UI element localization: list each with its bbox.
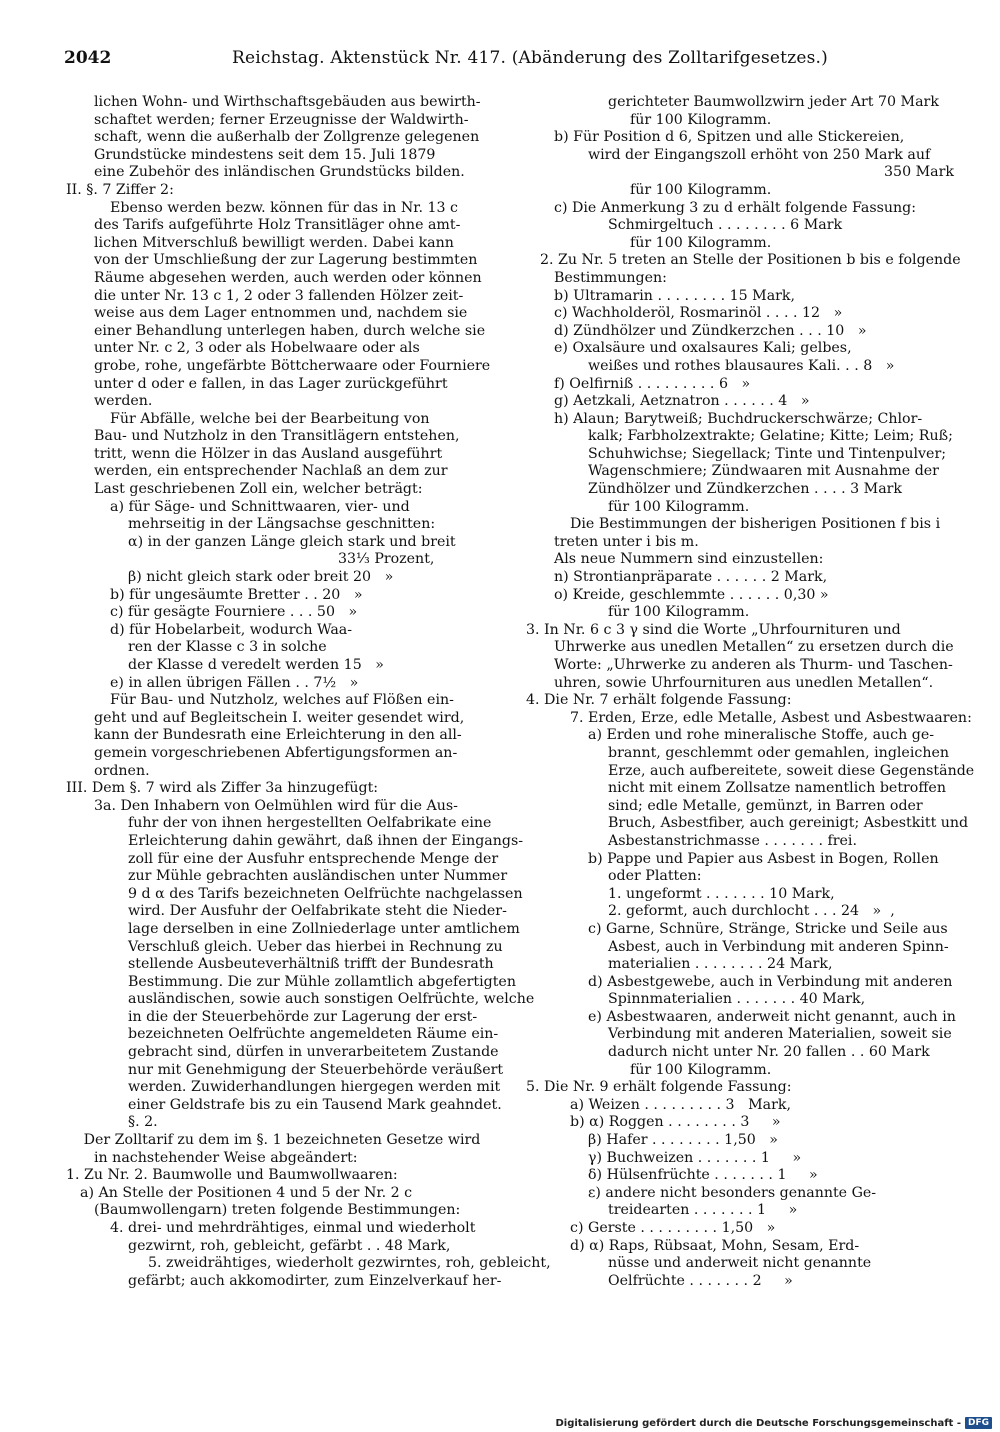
text-line: Asbestanstrichmasse . . . . . . . frei. xyxy=(608,832,857,849)
text-line: d) Zündhölzer und Zündkerzchen . . . 10 » xyxy=(554,322,867,339)
text-line: b) Für Position d 6, Spitzen und alle Stickereien, xyxy=(554,129,905,146)
text-line: in die der Steuerbehörde zur Lagerung der erst- xyxy=(128,1008,478,1025)
text-line: grobe, rohe, ungefärbte Böttcherwaare oder Fourniere xyxy=(94,357,491,374)
page-header xyxy=(64,44,968,74)
text-line: 33⅓ Prozent, xyxy=(338,551,435,568)
text-line: zur Mühle gebrachten ausländischen unter Nummer xyxy=(128,868,508,885)
text-line: brannt, geschlemmt oder gemahlen, ingleichen xyxy=(608,744,949,761)
text-line: Schuhwichse; Siegellack; Tinte und Tintenpulver; xyxy=(588,445,947,462)
text-line: Erze, auch aufbereitete, soweit diese Gegenstände xyxy=(608,762,975,779)
text-line: uhren, sowie Uhrfournituren aus unedlen Metallen“. xyxy=(554,674,934,691)
text-line: Schmirgeltuch . . . . . . . . 6 Mark xyxy=(608,217,843,234)
text-line: zoll für eine der Ausfuhr entsprechende Menge der xyxy=(128,850,499,867)
text-line: für 100 Kilogramm. xyxy=(630,234,772,251)
text-line: Verschluß gleich. Ueber das hierbei in Rechnung zu xyxy=(128,938,503,955)
section-heading: II. §. 7 Ziffer 2: xyxy=(66,181,174,198)
text-line: β) Hafer . . . . . . . . 1,50 » xyxy=(588,1132,778,1149)
text-line: werden, ein entsprechender Nachlaß an dem zur xyxy=(94,463,448,480)
text-line: d) für Hobelarbeit, wodurch Waa- xyxy=(110,621,353,638)
text-line: 2. Zu Nr. 5 treten an Stelle der Positionen b bis e folgende xyxy=(540,252,961,269)
text-line: 2. geformt, auch durchlocht . . . 24 » , xyxy=(608,903,895,920)
text-line: für 100 Kilogramm. xyxy=(630,111,772,128)
text-line: gezwirnt, roh, gebleicht, gefärbt . . 48 Mark, xyxy=(128,1237,451,1254)
text-line: a) für Säge- und Schnittwaaren, vier- und xyxy=(110,498,410,515)
text-line: o) Kreide, geschlemmte . . . . . . 0,30 » xyxy=(554,586,829,603)
text-line: c) Die Anmerkung 3 zu d erhält folgende Fassung: xyxy=(554,199,917,216)
text-line: Bau- und Nutzholz in den Transitlägern entstehen, xyxy=(94,428,460,445)
text-line: §. 2. xyxy=(128,1114,158,1131)
section-heading: III. Dem §. 7 wird als Ziffer 3a hinzugefügt: xyxy=(66,780,379,797)
text-line: Die Bestimmungen der bisherigen Positionen f bis i xyxy=(570,516,941,533)
text-line: treidearten . . . . . . . 1 » xyxy=(608,1202,798,1219)
right-column xyxy=(526,94,975,1344)
text-line: β) nicht gleich stark oder breit 20 » xyxy=(128,569,394,586)
text-line: n) Strontianpräparate . . . . . . 2 Mark, xyxy=(554,569,828,586)
text-line: 4. Die Nr. 7 erhält folgende Fassung: xyxy=(526,692,792,709)
text-line: Asbest, auch in Verbindung mit anderen Spinn- xyxy=(608,938,949,955)
text-line: γ) Buchweizen . . . . . . . 1 » xyxy=(588,1149,802,1166)
text-line: von der Umschließung der zur Lagerung bestimmten xyxy=(94,252,478,269)
text-line: 5. Die Nr. 9 erhält folgende Fassung: xyxy=(526,1079,792,1096)
text-line: kalk; Farbholzextrakte; Gelatine; Kitte; Leim; Ruß; xyxy=(588,428,953,445)
text-line: unter d oder e fallen, in das Lager zurückgeführt xyxy=(94,375,448,392)
text-line: g) Aetzkali, Aetznatron . . . . . . 4 » xyxy=(554,393,810,410)
text-line: für 100 Kilogramm. xyxy=(608,604,750,621)
text-line: 9 d α des Tarifs bezeichneten Oelfrüchte nachgelassen xyxy=(128,885,523,902)
text-line: weise aus dem Lager entnommen und, nachdem sie xyxy=(94,305,468,322)
text-line: einer Behandlung unterlegen haben, durch welche sie xyxy=(94,322,486,339)
text-line: für 100 Kilogramm. xyxy=(630,1061,772,1078)
text-line: d) α) Raps, Rübsaat, Mohn, Sesam, Erd- xyxy=(570,1237,860,1254)
text-line: bezeichneten Oelfrüchte angemeldeten Räume ein- xyxy=(128,1026,499,1043)
text-line: ausländischen, sowie auch sonstigen Oelfrüchte, welche xyxy=(128,991,535,1008)
text-line: Für Abfälle, welche bei der Bearbeitung von xyxy=(110,410,430,427)
text-line: δ) Hülsenfrüchte . . . . . . . 1 » xyxy=(588,1167,818,1184)
text-line: 3. In Nr. 6 c 3 γ sind die Worte „Uhrfournituren und xyxy=(526,621,901,638)
text-line: Grundstücke mindestens seit dem 15. Juli 1879 xyxy=(94,146,436,163)
text-line: Für Bau- und Nutzholz, welches auf Flößen ein- xyxy=(110,692,454,709)
text-line: tritt, wenn die Hölzer in das Ausland ausgeführt xyxy=(94,445,443,462)
text-line: sind; edle Metalle, gemünzt, in Barren oder xyxy=(608,797,923,814)
text-line: 1. ungeformt . . . . . . . 10 Mark, xyxy=(608,885,835,902)
text-line: Ebenso werden bezw. können für das in Nr. 13 c xyxy=(110,199,458,216)
text-line: e) in allen übrigen Fällen . . 7½ » xyxy=(110,674,359,691)
text-line: 7. Erden, Erze, edle Metalle, Asbest und Asbestwaaren: xyxy=(570,709,972,726)
text-line: a) An Stelle der Positionen 4 und 5 der Nr. 2 c xyxy=(80,1184,413,1201)
text-line: mehrseitig in der Längsachse geschnitten: xyxy=(128,516,436,533)
text-line: b) α) Roggen . . . . . . . . 3 » xyxy=(570,1114,781,1131)
text-line: c) für gesägte Fourniere . . . 50 » xyxy=(110,604,358,621)
text-line: c) Wachholderöl, Rosmarinöl . . . . 12 » xyxy=(554,305,843,322)
text-line: stellende Ausbeuteverhältniß trifft der Bundesrath xyxy=(128,956,494,973)
text-line: materialien . . . . . . . . 24 Mark, xyxy=(608,956,833,973)
text-line: Bestimmung. Die zur Mühle zollamtlich abgefertigten xyxy=(128,973,516,990)
text-line: unter Nr. c 2, 3 oder als Hobelwaare oder als xyxy=(94,340,420,357)
paragraph-heading: Der Zolltarif zu dem im §. 1 bezeichneten Gesetze wird xyxy=(83,1132,481,1149)
text-line: c) Garne, Schnüre, Stränge, Stricke und Seile aus xyxy=(588,920,948,937)
running-title: Reichstag. Aktenstück Nr. 417. (Abänderung des Zolltarifgesetzes.) xyxy=(232,48,828,68)
text-line: ren der Klasse c 3 in solche xyxy=(128,639,327,656)
dfg-logo: DFG xyxy=(965,1417,992,1429)
text-line: treten unter i bis m. xyxy=(554,533,699,550)
text-line: e) Asbestwaaren, anderweit nicht genannt, auch in xyxy=(588,1008,956,1025)
text-line: a) Weizen . . . . . . . . . 3 Mark, xyxy=(570,1096,791,1113)
text-line: b) Pappe und Papier aus Asbest in Bogen, Rollen xyxy=(588,850,939,867)
text-line: der Klasse d veredelt werden 15 » xyxy=(128,657,384,673)
text-line: nicht mit einem Zollsatze namentlich betroffen xyxy=(608,780,946,797)
text-line: Spinnmaterialien . . . . . . . 40 Mark, xyxy=(608,991,866,1008)
text-line: 350 Mark xyxy=(884,164,954,181)
text-line: Zündhölzer und Zündkerzchen . . . . 3 Mark xyxy=(588,481,903,498)
text-line: Uhrwerke aus unedlen Metallen“ zu ersetzen durch die xyxy=(554,639,954,656)
text-line: dadurch nicht unter Nr. 20 fallen . . 60 Mark xyxy=(608,1044,930,1061)
text-line: schaft, wenn die außerhalb der Zollgrenze gelegenen xyxy=(94,129,480,146)
text-line: α) in der ganzen Länge gleich stark und breit xyxy=(128,533,456,550)
text-line: weißes und rothes blausaures Kali. . . 8 » xyxy=(588,357,895,374)
text-line: einer Geldstrafe bis zu ein Tausend Mark geahndet. xyxy=(128,1096,502,1113)
text-line: Erleichterung dahin gewährt, daß ihnen der Eingangs- xyxy=(128,832,524,849)
text-line: gefärbt; auch akkomodirter, zum Einzelverkauf her- xyxy=(128,1272,502,1289)
text-line: oder Platten: xyxy=(608,868,702,885)
text-line: h) Alaun; Barytweiß; Buchdruckerschwärze; Chlor- xyxy=(554,410,923,427)
text-line: die unter Nr. 13 c 1, 2 oder 3 fallenden Hölzer zeit- xyxy=(94,287,464,304)
text-line: gebracht sind, dürfen in unverarbeitetem Zustande xyxy=(128,1044,499,1061)
text-line: werden. Zuwiderhandlungen hiergegen werden mit xyxy=(128,1079,501,1096)
text-line: nur mit Genehmigung der Steuerbehörde veräußert xyxy=(128,1061,504,1078)
text-line: Als neue Nummern sind einzustellen: xyxy=(554,551,824,568)
text-line: werden. xyxy=(94,393,153,410)
text-line: a) Erden und rohe mineralische Stoffe, auch ge- xyxy=(588,727,935,744)
text-line: Worte: „Uhrwerke zu anderen als Thurm- und Taschen- xyxy=(554,657,953,673)
text-line: in nachstehender Weise abgeändert: xyxy=(94,1149,358,1166)
text-line: Bruch, Asbestfiber, auch gereinigt; Asbestkitt und xyxy=(608,815,969,832)
text-line: Oelfrüchte . . . . . . . 2 » xyxy=(608,1272,793,1289)
text-line: für 100 Kilogramm. xyxy=(630,181,772,198)
text-line: 1. Zu Nr. 2. Baumwolle und Baumwollwaaren: xyxy=(66,1167,398,1184)
text-line: Wagenschmiere; Zündwaaren mit Ausnahme der xyxy=(588,463,939,480)
text-line: fuhr der von ihnen hergestellten Oelfabrikate eine xyxy=(128,815,492,832)
text-line: gemein vorgeschriebenen Abfertigungsformen an- xyxy=(94,744,458,761)
text-line: (Baumwollengarn) treten folgende Bestimmungen: xyxy=(94,1202,461,1219)
text-line: schaftet werden; ferner Erzeugnisse der Waldwirth- xyxy=(94,111,469,128)
text-line: lichen Mitverschluß bewilligt werden. Dabei kann xyxy=(94,234,454,251)
page-number: 2042 xyxy=(64,48,112,68)
text-line: c) Gerste . . . . . . . . . 1,50 » xyxy=(570,1220,776,1236)
text-line: nüsse und anderweit nicht genannte xyxy=(608,1255,872,1272)
text-line: kann der Bundesrath eine Erleichterung in den all- xyxy=(94,727,462,744)
text-line: d) Asbestgewebe, auch in Verbindung mit anderen xyxy=(588,973,953,990)
credit-text: Digitalisierung gefördert durch die Deutsche Forschungsgemeinschaft - xyxy=(555,1417,961,1429)
text-line: des Tarifs aufgeführte Holz Transitläger ohne amt- xyxy=(94,217,461,234)
text-line: 3a. Den Inhabern von Oelmühlen wird für die Aus- xyxy=(94,797,458,814)
text-line: lage derselben in eine Zollniederlage unter amtlichem xyxy=(128,920,520,937)
text-line: gerichteter Baumwollzwirn jeder Art 70 Mark xyxy=(608,94,939,110)
left-column xyxy=(66,94,551,1344)
text-line: lichen Wohn- und Wirthschaftsgebäuden aus bewirth- xyxy=(94,94,481,110)
text-line: wird der Eingangszoll erhöht von 250 Mark auf xyxy=(588,146,931,163)
text-line: f) Oelfirniß . . . . . . . . . 6 » xyxy=(554,375,751,392)
digitization-credit xyxy=(555,1416,992,1430)
text-line: ordnen. xyxy=(94,762,150,779)
text-line: Bestimmungen: xyxy=(554,269,667,286)
text-line: Last geschriebenen Zoll ein, welcher beträgt: xyxy=(94,481,423,498)
text-line: b) für ungesäumte Bretter . . 20 » xyxy=(110,586,363,603)
text-line: für 100 Kilogramm. xyxy=(608,498,750,515)
text-line: geht und auf Begleitschein I. weiter gesendet wird, xyxy=(94,709,465,726)
text-line: 4. drei- und mehrdrähtiges, einmal und wiederholt xyxy=(110,1220,476,1236)
text-line: eine Zubehör des inländischen Grundstücks bilden. xyxy=(94,164,465,181)
text-line: ε) andere nicht besonders genannte Ge- xyxy=(588,1184,877,1201)
text-line: Verbindung mit anderen Materialien, soweit sie xyxy=(608,1026,952,1043)
text-line: b) Ultramarin . . . . . . . . 15 Mark, xyxy=(554,287,796,304)
text-line: Räume abgesehen werden, auch werden oder können xyxy=(94,269,482,286)
text-line: wird. Der Ausfuhr der Oelfabrikate steht die Nieder- xyxy=(128,903,507,920)
text-line: e) Oxalsäure und oxalsaures Kali; gelbes, xyxy=(554,340,852,357)
text-line: 5. zweidrähtiges, wiederholt gezwirntes, roh, gebleicht, xyxy=(148,1255,551,1272)
